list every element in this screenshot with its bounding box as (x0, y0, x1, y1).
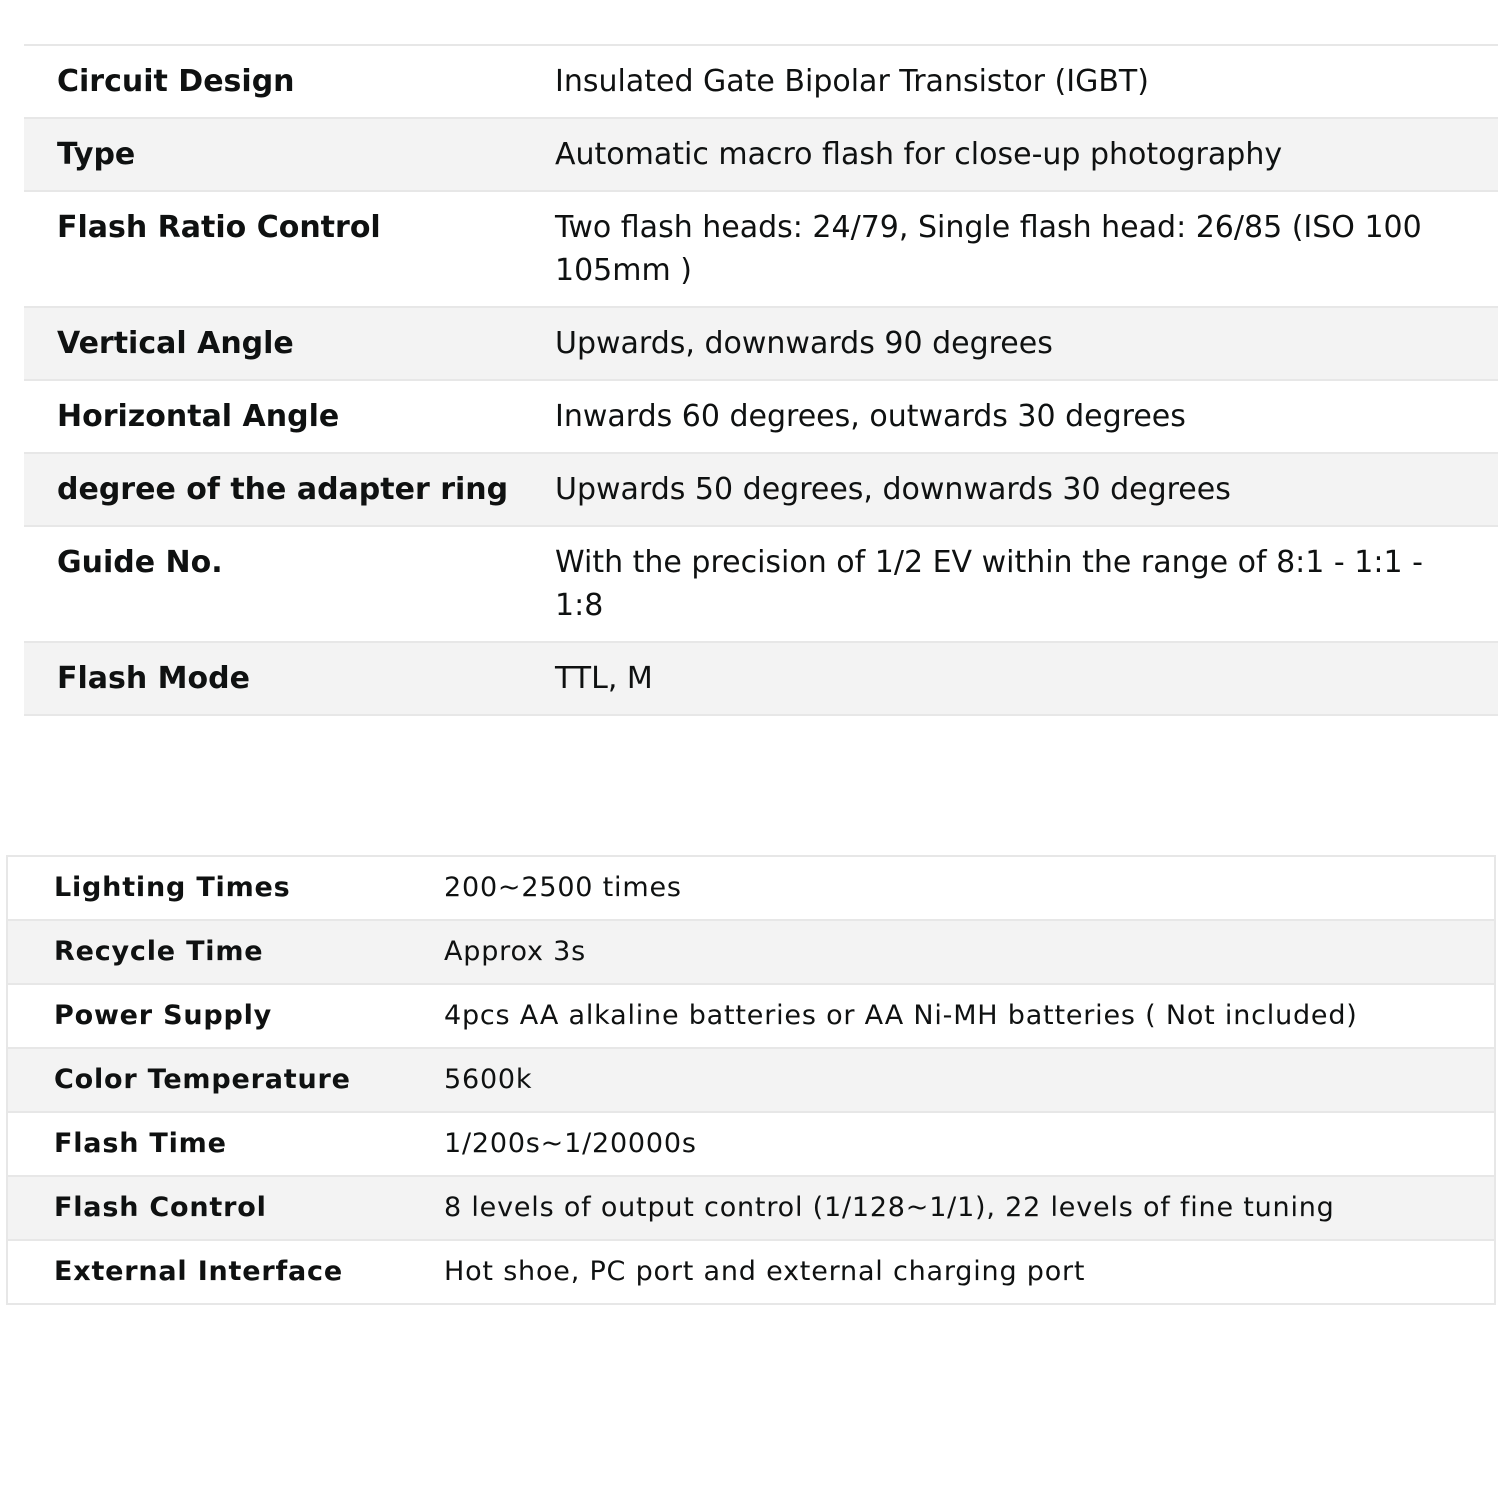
table-row (24, 526, 1498, 642)
spec-value: With the precision of 1/2 EV within the range of 8:1 - 1:1 - 1:8 (555, 526, 1498, 642)
spec-table-primary (24, 44, 1498, 716)
spec-value: 1/200s~1/20000s (444, 1112, 1495, 1176)
table-row (7, 1240, 1495, 1304)
spec-value: TTL, M (555, 642, 1498, 715)
spec-value: 4pcs AA alkaline batteries or AA Ni-MH batteries ( Not included) (444, 984, 1495, 1048)
table-row (7, 1048, 1495, 1112)
spec-value: Two flash heads: 24/79, Single flash head: 26/85 (ISO 100 105mm ) (555, 191, 1498, 307)
spec-value: 200~2500 times (444, 856, 1495, 920)
table-row (24, 118, 1498, 191)
spec-table-secondary (6, 855, 1496, 1305)
table-row (7, 1176, 1495, 1240)
spec-label: Guide No. (24, 526, 555, 642)
spec-label: Lighting Times (7, 856, 444, 920)
spec-label: Flash Ratio Control (24, 191, 555, 307)
table-row (24, 642, 1498, 715)
table-row (7, 1112, 1495, 1176)
spec-value: Approx 3s (444, 920, 1495, 984)
spec-label: Recycle Time (7, 920, 444, 984)
table-row (7, 920, 1495, 984)
spec-label: degree of the adapter ring (24, 453, 555, 526)
spec-label: Vertical Angle (24, 307, 555, 380)
spec-value: 5600k (444, 1048, 1495, 1112)
spec-value: Hot shoe, PC port and external charging port (444, 1240, 1495, 1304)
spec-label: Flash Control (7, 1176, 444, 1240)
spec-value: Insulated Gate Bipolar Transistor (IGBT) (555, 45, 1498, 118)
spec-value: Upwards, downwards 90 degrees (555, 307, 1498, 380)
spec-label: Power Supply (7, 984, 444, 1048)
spec-label: Flash Time (7, 1112, 444, 1176)
spec-label: Circuit Design (24, 45, 555, 118)
table-row (7, 984, 1495, 1048)
spec-value: Automatic macro flash for close-up photography (555, 118, 1498, 191)
spec-value: 8 levels of output control (1/128~1/1), 22 levels of fine tuning (444, 1176, 1495, 1240)
table-row (24, 453, 1498, 526)
spec-label: Color Temperature (7, 1048, 444, 1112)
table-row (24, 380, 1498, 453)
table-row (7, 856, 1495, 920)
table-row (24, 191, 1498, 307)
table-row (24, 45, 1498, 118)
spec-value: Upwards 50 degrees, downwards 30 degrees (555, 453, 1498, 526)
spec-label: Horizontal Angle (24, 380, 555, 453)
spec-label: External Interface (7, 1240, 444, 1304)
spec-label: Flash Mode (24, 642, 555, 715)
spec-label: Type (24, 118, 555, 191)
table-row (24, 307, 1498, 380)
spec-value: Inwards 60 degrees, outwards 30 degrees (555, 380, 1498, 453)
